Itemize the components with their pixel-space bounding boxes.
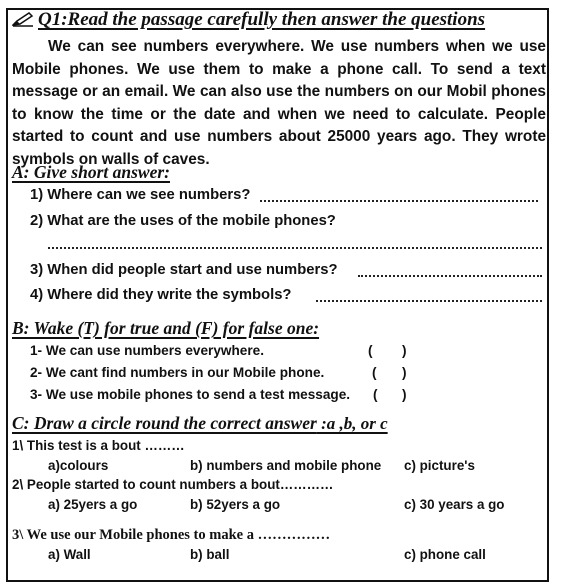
- mc-option-3a[interactable]: a) Wall: [48, 547, 91, 562]
- section-c-title: C: Draw a circle round the correct answer: [12, 413, 317, 433]
- reading-passage: [12, 36, 546, 171]
- answer-line-a1[interactable]: [260, 200, 538, 202]
- answer-box-b2-open[interactable]: (: [372, 365, 377, 380]
- question-a2: 2) What are the uses of the mobile phones?: [30, 213, 336, 229]
- question-a3: 3) When did people start and use numbers?: [30, 262, 338, 278]
- answer-line-a4[interactable]: [316, 300, 542, 302]
- answer-box-b3-open[interactable]: (: [373, 387, 378, 402]
- mc-option-2c[interactable]: c) 30 years a go: [404, 497, 505, 512]
- passage-text: We can see numbers everywhere. We use numbers when we use Mobile phones. We use them to make a phone call. To send a text message or an email. We can also use the numbers on our Mobil phones to know the time or the date and when we need to calculate. People started to count and use numbers about 25000 years ago. They wrote symbols on walls of caves.: [12, 38, 546, 168]
- answer-box-b1-open[interactable]: (: [368, 343, 373, 358]
- answer-box-b2-close: ): [402, 365, 407, 380]
- question-a4: 4) Where did they write the symbols?: [30, 287, 292, 303]
- answer-box-b1-close: ): [402, 343, 407, 358]
- section-a-heading: A: Give short answer:: [12, 162, 170, 182]
- mc-question-3: 3\ We use our Mobile phones to make a ……………: [12, 527, 331, 543]
- mc-question-1: 1\ This test is a bout ………: [12, 438, 185, 453]
- section-c-heading: [12, 413, 388, 434]
- statement-b3: 3- We use mobile phones to send a test message.: [30, 387, 351, 402]
- q1-heading: [12, 9, 485, 31]
- answer-box-b3-close: ): [402, 387, 407, 402]
- pencil-icon: [12, 11, 34, 27]
- mc-option-1c[interactable]: c) picture's: [404, 458, 475, 473]
- statement-b2: 2- We cant find numbers in our Mobile phone.: [30, 365, 325, 380]
- mc-option-1b[interactable]: b) numbers and mobile phone: [190, 458, 382, 473]
- question-a1: 1) Where can we see numbers?: [30, 187, 251, 203]
- mc-option-2a[interactable]: a) 25yers a go: [48, 497, 138, 512]
- mc-option-3b[interactable]: b) ball: [190, 547, 230, 562]
- answer-line-a3[interactable]: [358, 275, 542, 277]
- mc-option-3c[interactable]: c) phone call: [404, 547, 486, 562]
- q1-title: Q1:Read the passage carefully then answer the questions: [38, 9, 486, 30]
- mc-option-2b[interactable]: b) 52yers a go: [190, 497, 281, 512]
- mc-question-2: 2\ People started to count numbers a bout…………: [12, 477, 334, 492]
- mc-option-1a[interactable]: a)colours: [48, 458, 109, 473]
- section-b-heading: B: Wake (T) for true and (F) for false one:: [12, 318, 320, 338]
- statement-b1: 1- We can use numbers everywhere.: [30, 343, 264, 358]
- answer-line-a2[interactable]: [48, 247, 542, 249]
- section-c-choices: :a ,b, or c: [316, 414, 388, 433]
